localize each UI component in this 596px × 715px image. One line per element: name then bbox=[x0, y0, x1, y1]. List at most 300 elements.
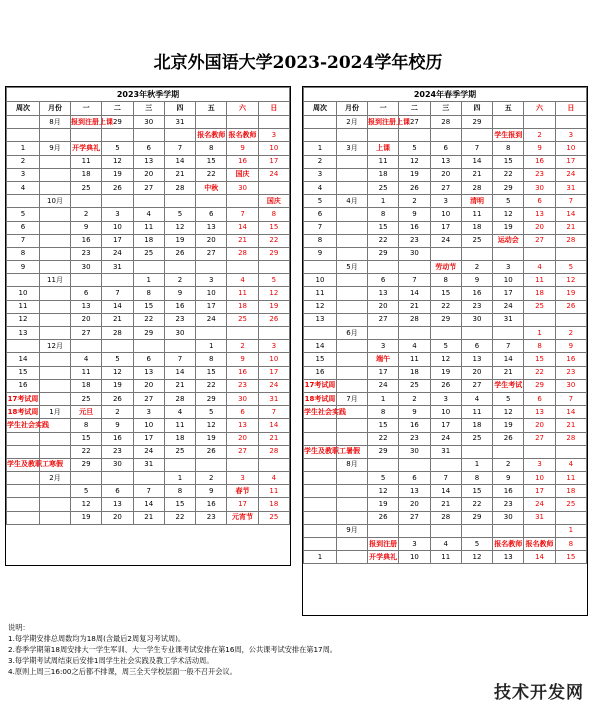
month-label bbox=[337, 485, 368, 498]
day-cell: 28 bbox=[164, 392, 195, 405]
day-cell: 学生报到 bbox=[493, 129, 524, 142]
week-row bbox=[7, 458, 290, 471]
day-cell: 18 bbox=[133, 234, 164, 247]
week-row bbox=[304, 485, 587, 498]
day-cell bbox=[227, 327, 258, 340]
day-cell: 15 bbox=[133, 300, 164, 313]
day-cell: 5 bbox=[493, 392, 524, 405]
day-cell: 4 bbox=[555, 458, 586, 471]
day-cell: 7 bbox=[164, 353, 195, 366]
day-cell: 3 bbox=[258, 340, 289, 353]
day-cell: 5 bbox=[555, 261, 586, 274]
day-cell bbox=[71, 472, 102, 485]
month-label bbox=[337, 181, 368, 194]
day-cell: 15 bbox=[524, 353, 555, 366]
week-row bbox=[7, 208, 290, 221]
day-cell: 4 bbox=[258, 472, 289, 485]
week-number: 14 bbox=[7, 353, 40, 366]
column-header: 一 bbox=[71, 102, 102, 116]
month-label bbox=[40, 313, 71, 326]
week-row bbox=[7, 287, 290, 300]
day-cell: 7 bbox=[133, 485, 164, 498]
month-label bbox=[337, 221, 368, 234]
day-cell bbox=[133, 340, 164, 353]
day-cell: 2 bbox=[71, 208, 102, 221]
week-number bbox=[7, 511, 40, 524]
month-label bbox=[337, 432, 368, 445]
day-cell: 11 bbox=[555, 472, 586, 485]
day-cell: 3 bbox=[524, 458, 555, 471]
day-cell: 22 bbox=[368, 234, 399, 247]
week-number bbox=[304, 498, 337, 511]
day-cell: 20 bbox=[133, 168, 164, 181]
day-cell: 14 bbox=[133, 498, 164, 511]
week-number: 13 bbox=[304, 313, 337, 326]
day-cell bbox=[71, 195, 102, 208]
week-number: 12 bbox=[304, 300, 337, 313]
day-cell: 16 bbox=[461, 287, 492, 300]
day-cell: 4 bbox=[227, 274, 258, 287]
month-label bbox=[40, 247, 71, 260]
day-cell: 7 bbox=[555, 392, 586, 405]
week-row bbox=[304, 195, 587, 208]
week-row bbox=[304, 116, 587, 129]
week-row bbox=[304, 181, 587, 194]
month-label bbox=[40, 485, 71, 498]
day-cell: 25 bbox=[399, 379, 430, 392]
day-cell: 23 bbox=[102, 445, 133, 458]
day-cell: 21 bbox=[227, 234, 258, 247]
day-cell: 5 bbox=[196, 406, 227, 419]
week-row bbox=[304, 208, 587, 221]
month-label bbox=[40, 432, 71, 445]
day-cell: 7 bbox=[493, 340, 524, 353]
day-cell: 18 bbox=[71, 379, 102, 392]
day-cell: 12 bbox=[399, 155, 430, 168]
day-cell: 元旦 bbox=[71, 406, 102, 419]
day-cell: 27 bbox=[399, 116, 430, 129]
day-cell: 5 bbox=[102, 353, 133, 366]
week-number bbox=[7, 472, 40, 485]
week-row bbox=[304, 142, 587, 155]
week-row bbox=[304, 221, 587, 234]
week-number: 16 bbox=[7, 379, 40, 392]
day-cell: 28 bbox=[461, 181, 492, 194]
day-cell: 8 bbox=[196, 353, 227, 366]
week-number bbox=[304, 524, 337, 537]
day-cell: 26 bbox=[555, 300, 586, 313]
day-cell: 13 bbox=[227, 419, 258, 432]
day-cell: 21 bbox=[430, 498, 461, 511]
month-label bbox=[337, 247, 368, 260]
day-cell: 清明 bbox=[461, 195, 492, 208]
day-cell: 15 bbox=[258, 221, 289, 234]
day-cell: 13 bbox=[102, 498, 133, 511]
day-cell bbox=[164, 129, 195, 142]
column-header: 周次 bbox=[7, 102, 40, 116]
day-cell: 22 bbox=[196, 379, 227, 392]
day-cell: 6 bbox=[399, 472, 430, 485]
day-cell: 26 bbox=[258, 313, 289, 326]
day-cell: 21 bbox=[399, 300, 430, 313]
day-cell: 29 bbox=[461, 511, 492, 524]
week-number: 2 bbox=[304, 155, 337, 168]
day-cell: 12 bbox=[71, 498, 102, 511]
day-cell: 12 bbox=[196, 419, 227, 432]
day-cell: 18 bbox=[461, 221, 492, 234]
day-cell: 23 bbox=[555, 366, 586, 379]
week-row bbox=[304, 300, 587, 313]
month-label bbox=[337, 274, 368, 287]
day-cell: 5 bbox=[430, 340, 461, 353]
day-cell: 14 bbox=[555, 208, 586, 221]
day-cell bbox=[196, 327, 227, 340]
day-cell: 25 bbox=[555, 498, 586, 511]
day-cell: 17 bbox=[430, 419, 461, 432]
day-cell: 14 bbox=[227, 221, 258, 234]
month-label bbox=[40, 511, 71, 524]
day-cell bbox=[430, 524, 461, 537]
week-row bbox=[7, 432, 290, 445]
day-cell: 18 bbox=[258, 498, 289, 511]
week-number bbox=[7, 129, 40, 142]
week-number: 14 bbox=[304, 340, 337, 353]
day-cell bbox=[461, 524, 492, 537]
day-cell: 8 bbox=[461, 472, 492, 485]
day-cell: 15 bbox=[71, 432, 102, 445]
week-row bbox=[7, 406, 290, 419]
week-row bbox=[7, 511, 290, 524]
day-cell: 报名教师 bbox=[493, 538, 524, 551]
day-cell: 24 bbox=[196, 313, 227, 326]
day-cell: 13 bbox=[196, 221, 227, 234]
week-row bbox=[304, 472, 587, 485]
week-row bbox=[304, 392, 587, 405]
month-label bbox=[40, 234, 71, 247]
day-cell: 24 bbox=[133, 445, 164, 458]
week-number bbox=[304, 511, 337, 524]
day-cell: 2 bbox=[399, 392, 430, 405]
column-header: 月份 bbox=[337, 102, 368, 116]
day-cell bbox=[227, 195, 258, 208]
day-cell: 3 bbox=[196, 274, 227, 287]
week-number: 7 bbox=[7, 234, 40, 247]
week-number bbox=[304, 485, 337, 498]
day-cell bbox=[227, 261, 258, 274]
day-cell bbox=[258, 261, 289, 274]
day-cell: 20 bbox=[368, 300, 399, 313]
month-label bbox=[337, 313, 368, 326]
day-cell: 16 bbox=[227, 366, 258, 379]
day-cell: 3 bbox=[555, 129, 586, 142]
day-cell: 22 bbox=[368, 432, 399, 445]
week-row bbox=[304, 498, 587, 511]
day-cell: 22 bbox=[196, 168, 227, 181]
week-number: 15 bbox=[7, 366, 40, 379]
day-cell: 13 bbox=[71, 300, 102, 313]
day-cell: 1 bbox=[555, 524, 586, 537]
day-cell: 29 bbox=[368, 247, 399, 260]
day-cell: 30 bbox=[555, 379, 586, 392]
day-cell bbox=[102, 195, 133, 208]
week-row bbox=[7, 445, 290, 458]
week-number bbox=[304, 327, 337, 340]
day-cell: 12 bbox=[430, 353, 461, 366]
day-cell: 7 bbox=[461, 142, 492, 155]
week-number: 18考试周 bbox=[7, 406, 40, 419]
day-cell: 29 bbox=[461, 116, 492, 129]
day-cell: 17 bbox=[196, 300, 227, 313]
day-cell: 26 bbox=[102, 392, 133, 405]
day-cell bbox=[430, 327, 461, 340]
day-cell bbox=[555, 247, 586, 260]
day-cell: 13 bbox=[524, 406, 555, 419]
month-label bbox=[40, 353, 71, 366]
day-cell: 7 bbox=[102, 287, 133, 300]
day-cell: 9 bbox=[524, 142, 555, 155]
day-cell: 31 bbox=[102, 261, 133, 274]
notes-heading: 说明： bbox=[8, 623, 30, 632]
day-cell: 19 bbox=[164, 234, 195, 247]
day-cell: 29 bbox=[493, 181, 524, 194]
day-cell: 14 bbox=[493, 353, 524, 366]
day-cell: 6 bbox=[102, 485, 133, 498]
day-cell bbox=[71, 129, 102, 142]
day-cell: 10 bbox=[133, 419, 164, 432]
month-label bbox=[337, 366, 368, 379]
month-label bbox=[337, 551, 368, 564]
day-cell: 25 bbox=[133, 247, 164, 260]
day-cell: 14 bbox=[102, 300, 133, 313]
day-cell bbox=[493, 247, 524, 260]
day-cell: 19 bbox=[258, 300, 289, 313]
day-cell: 10 bbox=[430, 406, 461, 419]
day-cell: 23 bbox=[493, 498, 524, 511]
day-cell: 30 bbox=[493, 511, 524, 524]
day-cell: 13 bbox=[461, 353, 492, 366]
day-cell: 9 bbox=[164, 287, 195, 300]
day-cell: 27 bbox=[524, 234, 555, 247]
day-cell bbox=[399, 129, 430, 142]
day-cell: 20 bbox=[524, 419, 555, 432]
week-number: 4 bbox=[304, 181, 337, 194]
week-number: 学生及教职工暑假 bbox=[304, 445, 337, 458]
month-label bbox=[40, 498, 71, 511]
week-number: 1 bbox=[7, 142, 40, 155]
day-cell: 9 bbox=[227, 142, 258, 155]
day-cell: 28 bbox=[227, 247, 258, 260]
day-cell: 15 bbox=[368, 419, 399, 432]
month-label: 8月 bbox=[337, 458, 368, 471]
day-cell: 6 bbox=[524, 392, 555, 405]
day-cell bbox=[258, 181, 289, 194]
day-cell: 26 bbox=[102, 181, 133, 194]
day-cell bbox=[493, 116, 524, 129]
day-cell: 5 bbox=[71, 485, 102, 498]
day-cell: 29 bbox=[524, 379, 555, 392]
week-number: 学生社会实践 bbox=[7, 419, 40, 432]
column-header: 日 bbox=[555, 102, 586, 116]
day-cell: 8 bbox=[133, 287, 164, 300]
day-cell: 17 bbox=[258, 155, 289, 168]
day-cell: 3 bbox=[368, 340, 399, 353]
week-row bbox=[304, 445, 587, 458]
day-cell: 10 bbox=[399, 551, 430, 564]
day-cell: 8 bbox=[164, 485, 195, 498]
day-cell: 3 bbox=[430, 392, 461, 405]
day-cell: 10 bbox=[555, 142, 586, 155]
day-cell: 3 bbox=[102, 208, 133, 221]
week-row bbox=[7, 300, 290, 313]
day-cell: 27 bbox=[227, 445, 258, 458]
day-cell bbox=[133, 472, 164, 485]
month-label bbox=[337, 155, 368, 168]
week-number: 2 bbox=[7, 155, 40, 168]
day-cell: 1 bbox=[461, 458, 492, 471]
day-cell: 15 bbox=[196, 366, 227, 379]
day-cell bbox=[524, 247, 555, 260]
month-label: 10月 bbox=[40, 195, 71, 208]
week-row bbox=[7, 181, 290, 194]
day-cell: 4 bbox=[133, 208, 164, 221]
week-row bbox=[304, 538, 587, 551]
month-label bbox=[337, 472, 368, 485]
week-number: 17考试周 bbox=[304, 379, 337, 392]
day-cell: 12 bbox=[493, 406, 524, 419]
day-cell: 18 bbox=[164, 432, 195, 445]
day-cell: 学生考试 bbox=[493, 379, 524, 392]
day-cell bbox=[102, 129, 133, 142]
day-cell: 16 bbox=[71, 234, 102, 247]
day-cell: 20 bbox=[196, 234, 227, 247]
page-title: 北京外国语大学2023-2024学年校历 bbox=[153, 53, 443, 73]
column-header: 日 bbox=[258, 102, 289, 116]
day-cell: 8 bbox=[71, 419, 102, 432]
day-cell bbox=[461, 129, 492, 142]
day-cell: 24 bbox=[555, 168, 586, 181]
day-cell: 8 bbox=[555, 538, 586, 551]
day-cell: 25 bbox=[164, 445, 195, 458]
note-item: 4.原则上周三16:00之后都不排课，周三全天学校层面一般不召开会议。 bbox=[8, 667, 237, 676]
day-cell: 3 bbox=[133, 406, 164, 419]
day-cell: 11 bbox=[399, 353, 430, 366]
day-cell: 3 bbox=[227, 472, 258, 485]
day-cell: 13 bbox=[493, 551, 524, 564]
day-cell: 31 bbox=[524, 511, 555, 524]
day-cell: 29 bbox=[430, 313, 461, 326]
column-header: 五 bbox=[493, 102, 524, 116]
day-cell: 30 bbox=[399, 445, 430, 458]
day-cell bbox=[555, 511, 586, 524]
day-cell bbox=[461, 327, 492, 340]
day-cell: 6 bbox=[196, 208, 227, 221]
day-cell: 元宵节 bbox=[227, 511, 258, 524]
day-cell: 5 bbox=[102, 142, 133, 155]
column-header: 三 bbox=[430, 102, 461, 116]
spring-semester-calendar bbox=[302, 86, 588, 616]
day-cell bbox=[196, 195, 227, 208]
day-cell: 16 bbox=[102, 432, 133, 445]
day-cell: 16 bbox=[196, 498, 227, 511]
day-cell: 13 bbox=[399, 485, 430, 498]
week-row bbox=[304, 327, 587, 340]
day-cell: 15 bbox=[555, 551, 586, 564]
month-label bbox=[40, 155, 71, 168]
day-cell: 开学典礼 bbox=[71, 142, 102, 155]
day-cell: 11 bbox=[461, 406, 492, 419]
day-cell bbox=[461, 247, 492, 260]
day-cell: 7 bbox=[227, 208, 258, 221]
week-row bbox=[7, 195, 290, 208]
day-cell: 端午 bbox=[368, 353, 399, 366]
day-cell: 21 bbox=[164, 168, 195, 181]
week-number bbox=[7, 445, 40, 458]
day-cell: 14 bbox=[524, 551, 555, 564]
day-cell: 19 bbox=[493, 419, 524, 432]
week-row bbox=[7, 155, 290, 168]
week-number bbox=[304, 261, 337, 274]
day-cell: 24 bbox=[102, 247, 133, 260]
day-cell: 19 bbox=[555, 287, 586, 300]
day-cell: 24 bbox=[493, 300, 524, 313]
day-cell: 20 bbox=[430, 168, 461, 181]
week-row bbox=[7, 221, 290, 234]
day-cell: 2 bbox=[196, 472, 227, 485]
day-cell: 报到注册上课 bbox=[368, 116, 399, 129]
week-row bbox=[304, 353, 587, 366]
week-row bbox=[7, 116, 290, 129]
day-cell: 报到注册 bbox=[368, 538, 399, 551]
month-label bbox=[40, 366, 71, 379]
week-number bbox=[304, 129, 337, 142]
day-cell: 26 bbox=[493, 432, 524, 445]
day-cell: 21 bbox=[493, 366, 524, 379]
day-cell: 15 bbox=[461, 485, 492, 498]
day-cell: 3 bbox=[430, 195, 461, 208]
day-cell bbox=[524, 116, 555, 129]
day-cell: 12 bbox=[493, 208, 524, 221]
day-cell: 11 bbox=[524, 274, 555, 287]
day-cell: 18 bbox=[524, 287, 555, 300]
day-cell: 8 bbox=[524, 340, 555, 353]
day-cell: 23 bbox=[164, 313, 195, 326]
day-cell: 11 bbox=[430, 551, 461, 564]
day-cell: 2 bbox=[555, 327, 586, 340]
day-cell: 29 bbox=[71, 458, 102, 471]
day-cell: 9 bbox=[399, 406, 430, 419]
day-cell bbox=[102, 274, 133, 287]
week-number: 15 bbox=[304, 353, 337, 366]
day-cell: 26 bbox=[399, 181, 430, 194]
day-cell: 15 bbox=[368, 221, 399, 234]
day-cell: 9 bbox=[227, 353, 258, 366]
day-cell: 27 bbox=[133, 392, 164, 405]
day-cell bbox=[368, 524, 399, 537]
day-cell: 9 bbox=[196, 485, 227, 498]
day-cell: 12 bbox=[258, 287, 289, 300]
day-cell: 31 bbox=[258, 392, 289, 405]
day-cell bbox=[524, 445, 555, 458]
day-cell bbox=[493, 445, 524, 458]
week-row bbox=[304, 261, 587, 274]
day-cell bbox=[258, 327, 289, 340]
week-row bbox=[304, 287, 587, 300]
day-cell: 23 bbox=[399, 234, 430, 247]
column-header: 六 bbox=[524, 102, 555, 116]
day-cell bbox=[227, 116, 258, 129]
week-number: 1 bbox=[304, 142, 337, 155]
day-cell: 8 bbox=[430, 274, 461, 287]
